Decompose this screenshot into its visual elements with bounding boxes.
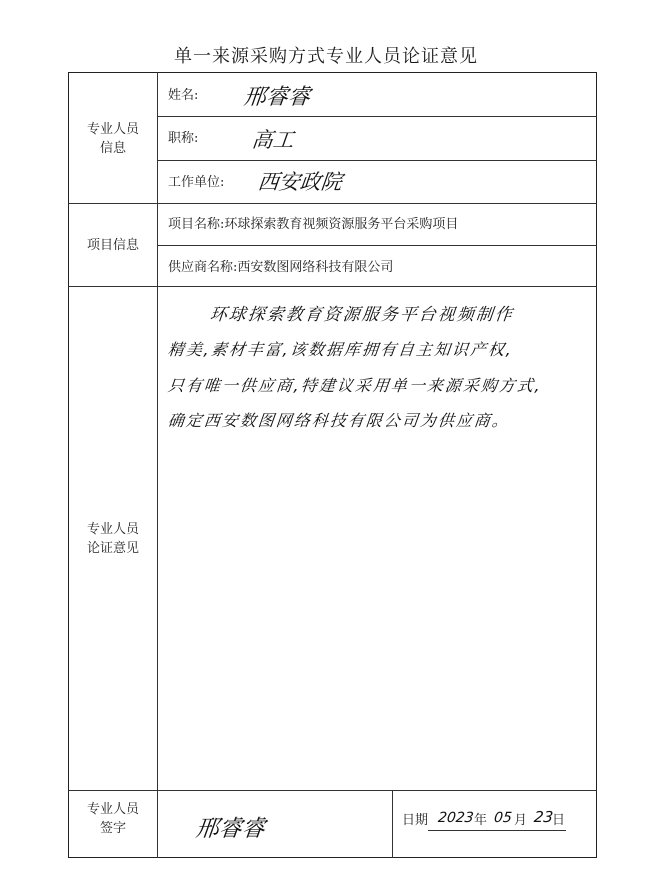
signature-value: 邢睿睿 <box>194 816 267 842</box>
supplier-name-value: 西安数图网络科技有限公司 <box>237 260 394 275</box>
opinion-category-line1: 专业人员 <box>86 522 139 537</box>
date-day: 23 <box>533 808 555 826</box>
project-info-category: 项目信息 <box>86 238 139 253</box>
opinion-line-3: 只有唯一供应商,特建议采用单一来源采购方式, <box>166 376 544 395</box>
date-year-unit: 年 <box>474 813 488 828</box>
opinion-line-4: 确定西安数图网络科技有限公司为供应商。 <box>166 411 511 430</box>
inner-divider-project <box>157 245 597 246</box>
document-title: 单一来源采购方式专业人员论证意见 <box>174 46 478 67</box>
opinion-category-line2: 论证意见 <box>86 541 139 556</box>
project-name-row <box>168 215 458 234</box>
signature-category-line1: 专业人员 <box>86 802 139 817</box>
opinion-line-1: 环球探索教育资源服务平台视频制作 <box>208 305 515 325</box>
opinion-category <box>70 520 156 558</box>
name-label: 姓名: <box>168 88 199 103</box>
column-divider <box>157 72 158 858</box>
date-underline <box>428 830 566 831</box>
date-day-unit: 日 <box>552 813 566 828</box>
signature-date-divider <box>392 790 393 858</box>
inner-divider-title <box>157 160 597 161</box>
row-divider-expert-info <box>68 203 597 204</box>
signature-category-line2: 签字 <box>99 821 126 836</box>
title-label: 职称: <box>168 131 199 146</box>
date-label: 日期 <box>402 813 429 828</box>
row-divider-project <box>68 286 597 287</box>
signature-category <box>70 800 156 838</box>
opinion-line-2: 精美,素材丰富,该数据库拥有自主知识产权, <box>166 340 515 359</box>
date-month-unit: 月 <box>514 813 528 828</box>
inner-divider-name <box>157 116 597 117</box>
date-month: 05 <box>493 810 513 826</box>
supplier-name-row <box>168 258 393 277</box>
expert-info-category-line2: 信息 <box>99 141 126 156</box>
expert-info-category-line1: 专业人员 <box>86 122 139 137</box>
unit-label: 工作单位: <box>168 175 225 190</box>
supplier-name-label: 供应商名称: <box>168 260 238 275</box>
unit-value: 西安政院 <box>256 170 344 194</box>
name-value: 邢睿睿 <box>242 85 312 110</box>
expert-info-category <box>70 120 156 158</box>
title-value: 高工 <box>250 128 296 152</box>
row-divider-opinion <box>68 790 597 791</box>
project-name-label: 项目名称: <box>168 217 225 232</box>
project-name-value: 环球探索教育视频资源服务平台采购项目 <box>224 217 459 232</box>
date-year: 2023 <box>437 810 475 826</box>
